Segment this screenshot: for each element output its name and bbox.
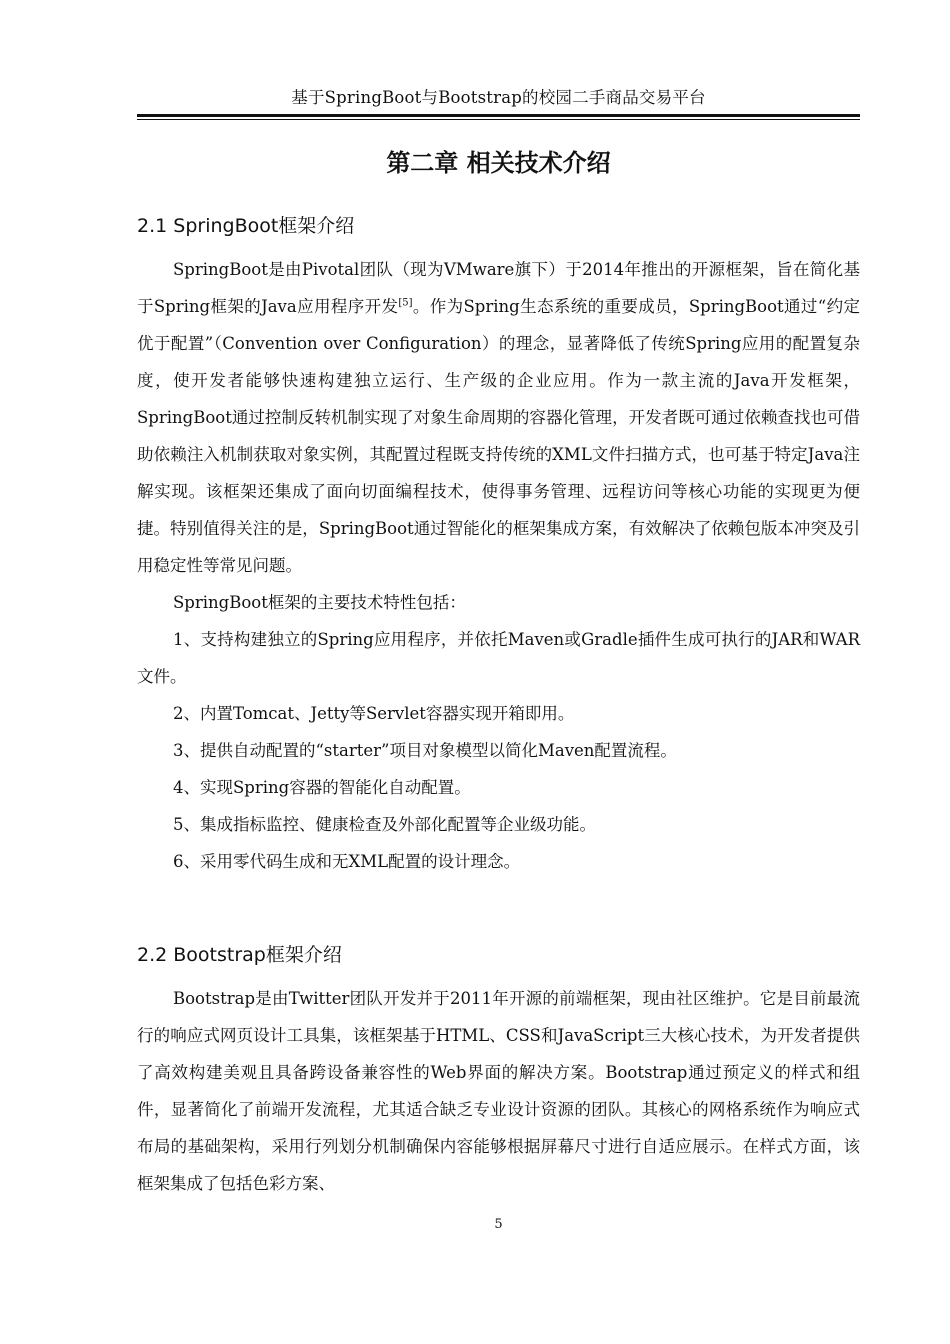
- feature-item-5: 5、集成指标监控、健康检查及外部化配置等企业级功能。: [173, 815, 596, 834]
- running-header: 基于SpringBoot与Bootstrap的校园二手商品交易平台: [291, 88, 706, 107]
- section-2-2-paragraph: Bootstrap是由Twitter团队开发并于2011年开源的前端框架，现由社区维护。它是目前最流行的响应式网页设计工具集，该框架基于HTML、CSS和JavaScript三大核心技术，为开发者提供了高效构建美观且具备跨设备兼容性的Web界面的解决方案。Bootstrap通过预定义的样式和组件，显著简化了前端开发流程，尤其适合缺乏专业设计资源的团队。其核心的网格系统作为响应式布局的基础架构，采用行列划分机制确保内容能够根据屏幕尺寸进行自适应展示。在样式方面，该框架集成了包括色彩方案、: [137, 989, 860, 1193]
- feature-item-4: 4、实现Spring容器的智能化自动配置。: [173, 778, 471, 797]
- section-heading-2-2: 2.2 Bootstrap框架介绍: [137, 944, 342, 966]
- header-rule-thin: [137, 119, 860, 120]
- section-2-1-paragraph: [137, 251, 860, 584]
- paragraph-text: 。作为Spring生态系统的重要成员，SpringBoot通过“约定优于配置”（Convention over Configuration）的理念，显著降低了传统Spring应用的配置复杂度，使开发者能够快速构建独立运行、生产级的企业应用。作为一款主流的Java开发框架，SpringBoot通过控制反转机制实现了对象生命周期的容器化管理，开发者既可通过依赖查找也可借助依赖注入机制获取对象实例，其配置过程既支持传统的XML文件扫描方式，也可基于特定Java注解实现。该框架还集成了面向切面编程技术，使得事务管理、远程访问等核心功能的实现更为便捷。特别值得关注的是，SpringBoot通过智能化的框架集成方案，有效解决了依赖包版本冲突及引用稳定性等常见问题。: [137, 297, 860, 575]
- header-rule: [137, 114, 860, 117]
- section-2-1-body: [137, 251, 860, 880]
- paragraph-text: SpringBoot是由Pivotal团队（现为VMware旗下）于2014年推出的开源框架，旨在简化基于Spring框架的Java应用程序开发: [137, 260, 860, 316]
- section-heading-2-1: 2.1 SpringBoot框架介绍: [137, 215, 355, 237]
- feature-item-2: 2、内置Tomcat、Jetty等Servlet容器实现开箱即用。: [173, 704, 575, 723]
- page-number: 5: [494, 1217, 503, 1232]
- feature-item-1: 1、支持构建独立的Spring应用程序，并依托Maven或Gradle插件生成可执行的JAR和WAR文件。: [137, 630, 860, 686]
- features-intro: SpringBoot框架的主要技术特性包括：: [173, 593, 466, 612]
- section-2-2-body: [137, 980, 860, 1202]
- feature-item-6: 6、采用零代码生成和无XML配置的设计理念。: [173, 852, 521, 871]
- feature-item-3: 3、提供自动配置的“starter”项目对象模型以简化Maven配置流程。: [173, 741, 677, 760]
- chapter-title: 第二章 相关技术介绍: [386, 149, 611, 177]
- citation-marker: [5]: [398, 297, 413, 309]
